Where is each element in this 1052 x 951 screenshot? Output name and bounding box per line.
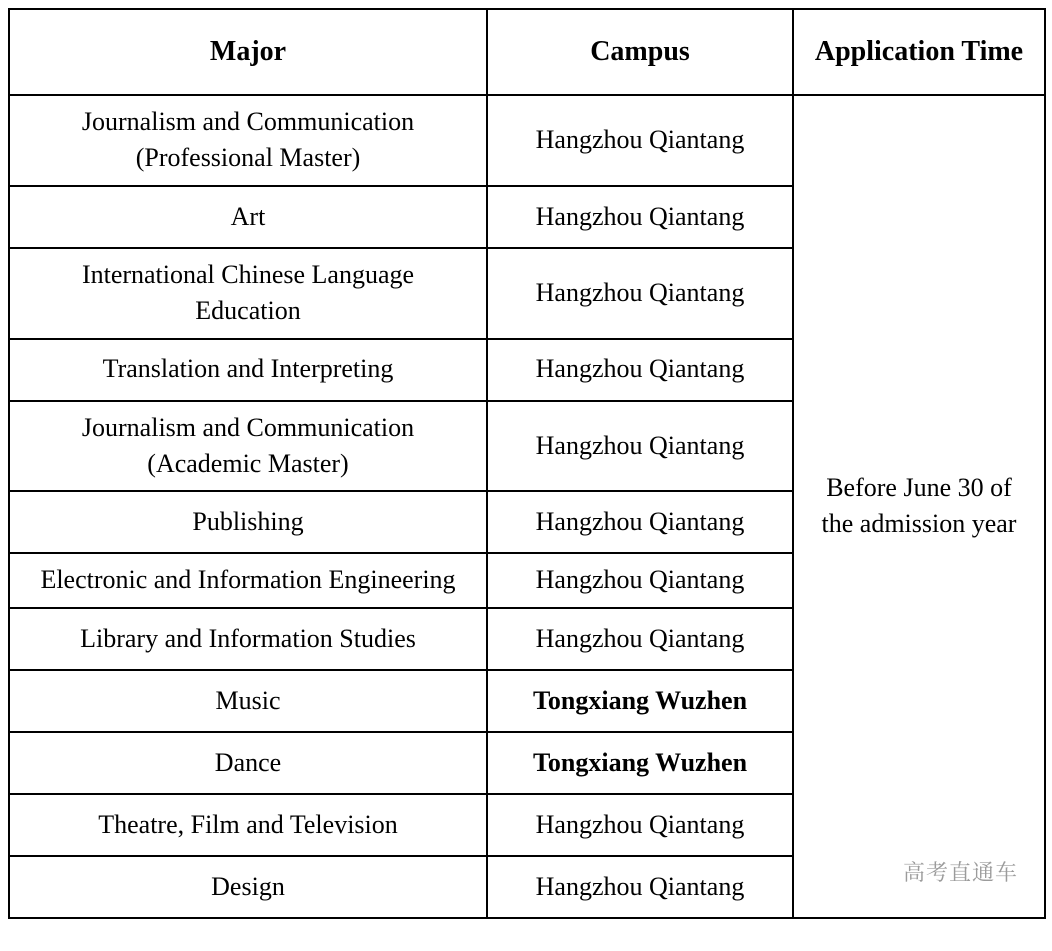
campus-cell: Tongxiang Wuzhen bbox=[487, 732, 793, 794]
major-cell: International Chinese Language Education bbox=[9, 248, 487, 339]
document-page bbox=[8, 8, 1046, 919]
campus-cell: Hangzhou Qiantang bbox=[487, 401, 793, 492]
campus-cell: Hangzhou Qiantang bbox=[487, 856, 793, 918]
header-application-time: Application Time bbox=[793, 9, 1045, 95]
admissions-table bbox=[8, 8, 1046, 919]
major-cell: Journalism and Communication (Academic Master) bbox=[9, 401, 487, 492]
header-row bbox=[9, 9, 1045, 95]
header-major: Major bbox=[9, 9, 487, 95]
application-time-cell: Before June 30 of the admission year bbox=[793, 95, 1045, 918]
major-cell: Electronic and Information Engineering bbox=[9, 553, 487, 607]
major-cell: Theatre, Film and Television bbox=[9, 794, 487, 856]
campus-cell: Hangzhou Qiantang bbox=[487, 95, 793, 186]
major-cell: Journalism and Communication (Professional Master) bbox=[9, 95, 487, 186]
major-cell: Art bbox=[9, 186, 487, 248]
major-cell: Library and Information Studies bbox=[9, 608, 487, 670]
campus-cell: Tongxiang Wuzhen bbox=[487, 670, 793, 732]
major-cell: Publishing bbox=[9, 491, 487, 553]
major-cell: Design bbox=[9, 856, 487, 918]
watermark-text: 高考直通车 bbox=[902, 859, 1018, 885]
campus-cell: Hangzhou Qiantang bbox=[487, 186, 793, 248]
major-cell: Dance bbox=[9, 732, 487, 794]
campus-cell: Hangzhou Qiantang bbox=[487, 339, 793, 401]
campus-cell: Hangzhou Qiantang bbox=[487, 248, 793, 339]
campus-cell: Hangzhou Qiantang bbox=[487, 794, 793, 856]
table-row bbox=[9, 95, 1045, 186]
campus-cell: Hangzhou Qiantang bbox=[487, 553, 793, 607]
major-cell: Music bbox=[9, 670, 487, 732]
header-campus: Campus bbox=[487, 9, 793, 95]
campus-cell: Hangzhou Qiantang bbox=[487, 491, 793, 553]
major-cell: Translation and Interpreting bbox=[9, 339, 487, 401]
campus-cell: Hangzhou Qiantang bbox=[487, 608, 793, 670]
